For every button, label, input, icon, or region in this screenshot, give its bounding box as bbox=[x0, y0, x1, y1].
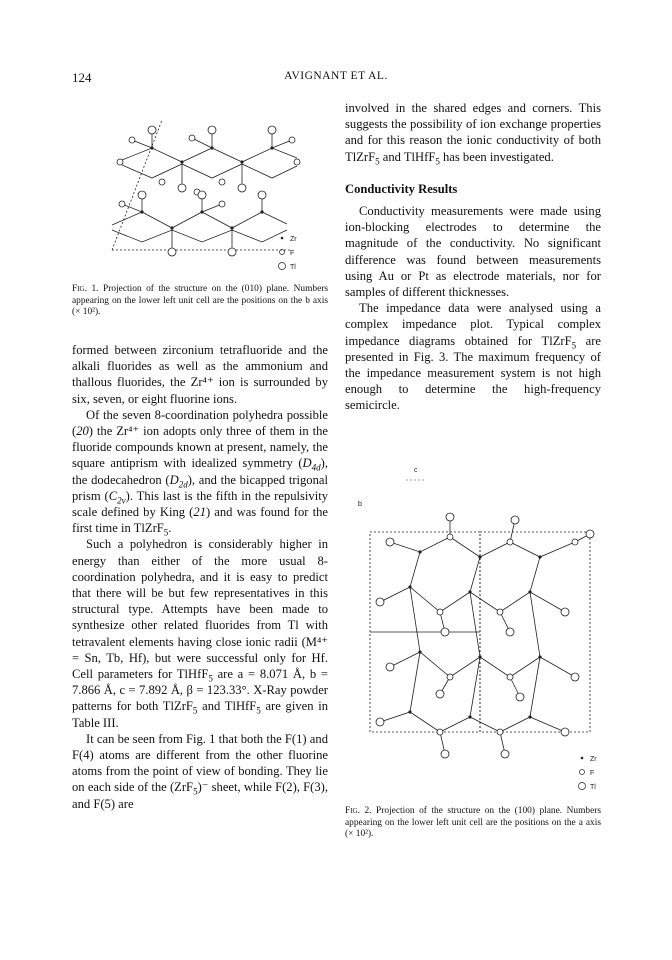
running-head: AVIGNANT ET AL. bbox=[284, 70, 388, 82]
figure-1-caption bbox=[72, 284, 328, 319]
figure-2-legend-tl: Tl bbox=[590, 784, 596, 791]
left-paragraph-1: formed between zirconium tetrafluoride and the alkali fluorides as well as the ammonium and thallous fluorides, the Zr⁴⁺ ion is surrounded by six, seven, or eight fluorine ions. bbox=[72, 343, 328, 406]
figure-1-structure-drawing bbox=[92, 100, 332, 280]
figure-2-caption-text: Projection of the structure on the (100) plane. Numbers appearing on the lower left unit cell are the positions on the a axis (× 10²). bbox=[345, 806, 602, 839]
figure-2-caption-label: Fig. 2. bbox=[345, 806, 372, 816]
figure-1-legend bbox=[279, 236, 298, 271]
figure-2-structure-drawing bbox=[350, 462, 610, 792]
left-paragraph-4: It can be seen from Fig. 1 that both the F(1) and F(4) atoms are different from the other fluorine atoms from the point of view of bonding. They lie on each side of the (ZrF$_5$)⁻ sheet, while F(2), F(3), and F(5) are bbox=[72, 731, 328, 811]
figure-2-legend-f: F bbox=[590, 770, 595, 777]
figure-1-legend-tl: Tl bbox=[290, 264, 296, 271]
figure-2-caption bbox=[345, 806, 601, 841]
figure-1-caption-label: Fig. 1. bbox=[72, 284, 99, 294]
right-column-top bbox=[345, 100, 601, 414]
figure-1-legend-f: F bbox=[290, 250, 295, 257]
left-paragraph-3: Such a polyhedron is considerably higher in energy than either of the more usual 8-coordination polyhedra, and it is easy to predict that there will be but few representatives in this structural type. Attempts have been made to synthesize other related fluorides from Tl with tetravalent elements having close ionic radii (M⁴⁺ = Sn, Tb, Hf), but were successful only for Hf. Cell parameters for TlHfF$_5$ are a = 8.071 Å, b = 7.866 Å, c = 7.892 Å, β = 123.33°. X-Ray powder patterns for both TlZrF$_5$ and TlHfF$_5$ are given in Table III. bbox=[72, 537, 328, 730]
figure-2-axis-c: c bbox=[414, 467, 418, 474]
right-paragraph-3: The impedance data were analysed using a complex impedance plot. Typical complex impedance diagrams obtained for TlZrF$_5$ are presented in Fig. 3. The maximum frequency of the impedance measurement system is not high enough to determine the high-frequency semicircle. bbox=[345, 301, 601, 413]
figure-2-legend-zr: Zr bbox=[590, 756, 597, 763]
page-number: 124 bbox=[72, 70, 92, 85]
figure-2-axis-b: b bbox=[358, 501, 362, 508]
figure-1-legend-zr: Zr bbox=[290, 236, 297, 243]
right-paragraph-2: Conductivity measurements were made using ion-blocking electrodes to determine the magnitude of the conductivity. No significant difference was found between measurements using Au or Pt as electrode materials, nor for samples of different thicknesses. bbox=[345, 204, 601, 300]
figure-1-caption-text: Projection of the structure on the (010) plane. Numbers appearing on the lower left unit cell are the positions on the b axis (× 10²). bbox=[72, 284, 329, 317]
section-heading-conductivity-results: Conductivity Results bbox=[345, 181, 458, 196]
right-paragraph-1: involved in the shared edges and corners. This suggests the possibility of ion exchange properties and for this reason the ionic conductivity of both TlZrF$_5$ and TlHfF$_5$ has been investigated. bbox=[345, 101, 601, 167]
left-column bbox=[72, 342, 328, 812]
figure-2-legend bbox=[579, 756, 598, 791]
left-paragraph-2: Of the seven 8-coordination polyhedra possible (20) the Zr⁴⁺ ion adopts only three of them in the fluoride compounds known at present, namely, the square antiprism with idealized symmetry $(D_{4d})$, the dodecahedron $(D_{2d})$, and the bicapped trigonal prism $(C_{2v})$. This last is the fifth in the repulsivity scale defined by King (21) and was found for the first time in TlZrF$_5$. bbox=[72, 407, 329, 538]
